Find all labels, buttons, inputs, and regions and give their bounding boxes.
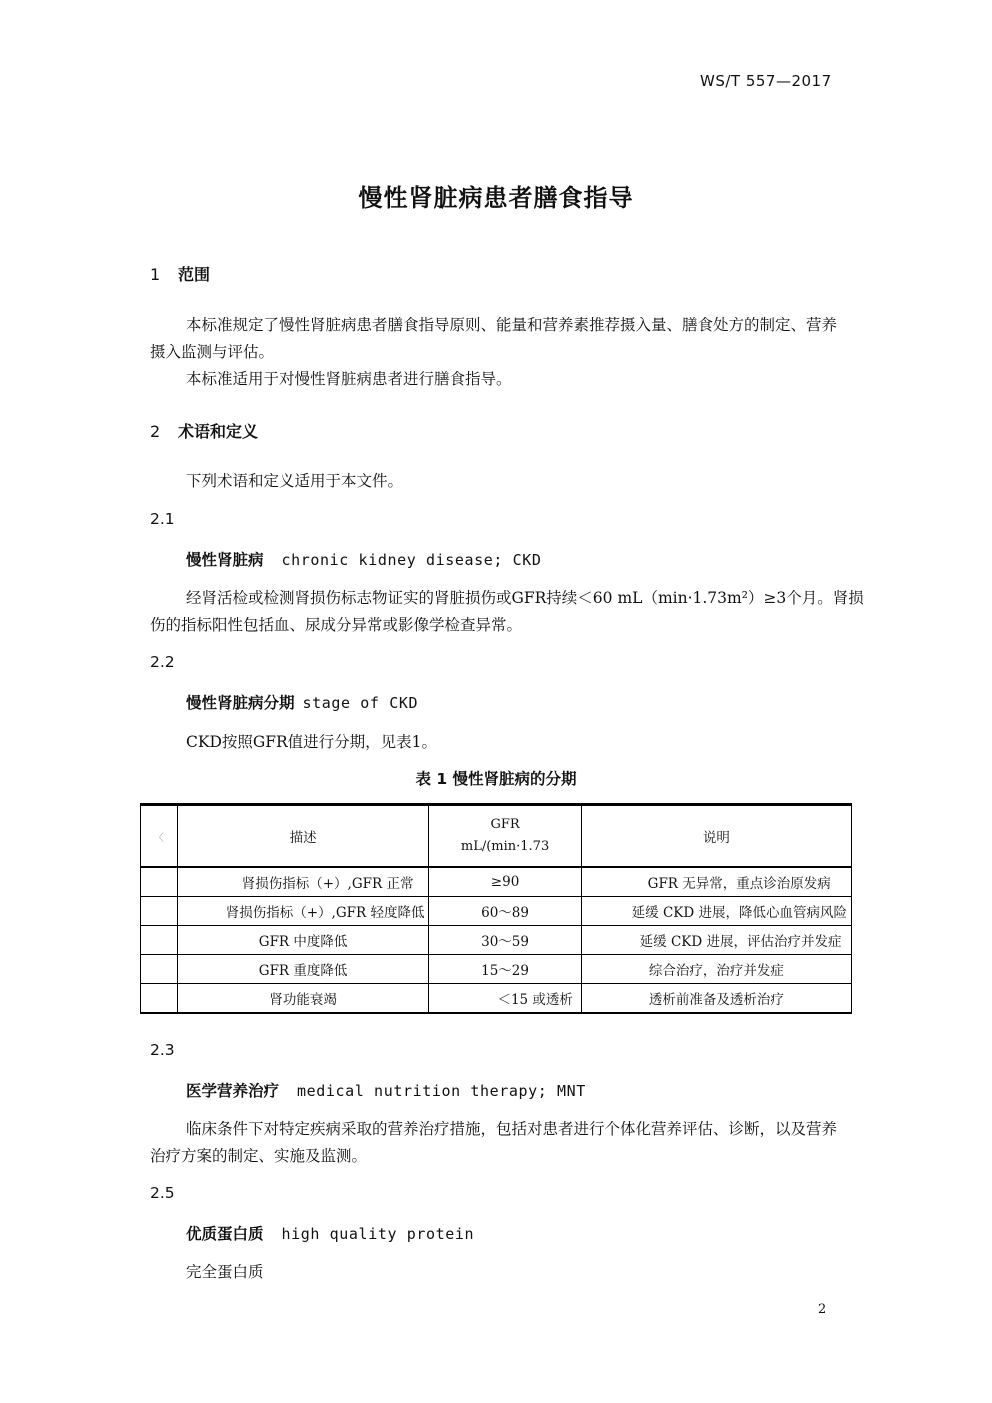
cell-description: GFR 重度降低 <box>177 955 429 984</box>
header-gfr <box>429 805 581 868</box>
header-stage: 〈 <box>141 805 178 868</box>
section-1-paragraph-2: 本标准适用于对慢性肾脏病患者进行膳食指导。 <box>186 370 512 388</box>
term-en: high quality protein <box>281 1225 475 1243</box>
table-caption: 表 1 慢性肾脏病的分期 <box>415 770 577 788</box>
term-number: 2.2 <box>150 653 175 671</box>
cell-stage <box>141 867 178 897</box>
cell-note: 综合治疗，治疗并发症 <box>581 955 851 984</box>
section-1-heading <box>150 262 210 285</box>
term-definition-line-1: CKD按照GFR值进行分期，见表1。 <box>186 733 438 751</box>
cell-description: GFR 中度降低 <box>177 926 429 955</box>
cell-stage <box>141 955 178 984</box>
cell-stage <box>141 926 178 955</box>
term-heading <box>186 548 542 570</box>
header-description: 描述 <box>177 805 429 868</box>
section-title: 范围 <box>178 265 211 284</box>
term-heading <box>186 1222 474 1244</box>
term-definition-line-1: 临床条件下对特定疾病采取的营养治疗措施，包括对患者进行个体化营养评估、诊断，以及营养 <box>186 1120 838 1138</box>
header-gfr-line-1: GFR <box>490 817 520 832</box>
cell-gfr: 15～29 <box>429 955 581 984</box>
section-2-heading <box>150 419 258 442</box>
term-en: medical nutrition therapy; MNT <box>297 1082 586 1100</box>
table-row <box>141 955 852 984</box>
page-number: 2 <box>818 1302 827 1317</box>
term-en: chronic kidney disease; CKD <box>281 551 542 569</box>
table-row <box>141 867 852 897</box>
standard-code: WS/T 557—2017 <box>700 72 832 90</box>
header-note: 说明 <box>581 805 851 868</box>
term-heading <box>186 691 418 713</box>
section-1-paragraph-1-line-1: 本标准规定了慢性肾脏病患者膳食指导原则、能量和营养素推荐摄入量、膳食处方的制定、营养 <box>186 316 838 334</box>
cell-note: 延缓 CKD 进展，评估治疗并发症 <box>581 926 851 955</box>
cell-gfr: ＜15 或透析 <box>429 984 581 1014</box>
term-en: stage of CKD <box>302 694 419 712</box>
table-row <box>141 897 852 926</box>
term-zh: 医学营养治疗 <box>186 1082 280 1100</box>
term-definition-line-2: 伤的指标阳性包括血、尿成分异常或影像学检查异常。 <box>150 616 523 634</box>
ckd-stage-table <box>140 803 852 1014</box>
term-zh: 慢性肾脏病 <box>186 551 264 569</box>
section-title: 术语和定义 <box>178 422 259 441</box>
cell-description: 肾损伤指标（+）,GFR 正常 <box>177 867 429 897</box>
term-number: 2.1 <box>150 510 175 528</box>
cell-note: 延缓 CKD 进展，降低心血管病风险 <box>581 897 851 926</box>
cell-gfr: ≥90 <box>429 867 581 897</box>
table-row <box>141 926 852 955</box>
section-2-intro: 下列术语和定义适用于本文件。 <box>186 472 404 490</box>
term-number: 2.5 <box>150 1184 175 1202</box>
term-heading <box>186 1079 586 1101</box>
cell-description: 肾功能衰竭 <box>177 984 429 1014</box>
term-definition-line-1: 完全蛋白质 <box>186 1263 264 1281</box>
document-title: 慢性肾脏病患者膳食指导 <box>358 184 634 212</box>
section-number: 2 <box>150 422 161 441</box>
cell-stage <box>141 897 178 926</box>
section-number: 1 <box>150 265 161 284</box>
cell-note: 透析前准备及透析治疗 <box>581 984 851 1014</box>
cell-note: GFR 无异常，重点诊治原发病 <box>581 867 851 897</box>
term-definition-line-1: 经肾活检或检测肾损伤标志物证实的肾脏损伤或GFR持续＜60 mL（min·1.73m²）≥3个月。肾损 <box>186 589 864 607</box>
header-gfr-line-2: mL/(min·1.73 <box>460 839 550 854</box>
term-number: 2.3 <box>150 1041 175 1059</box>
section-1-paragraph-1-line-2: 摄入监测与评估。 <box>150 343 275 361</box>
table-row <box>141 984 852 1014</box>
table-header-row <box>141 805 852 868</box>
cell-description: 肾损伤指标（+）,GFR 轻度降低 <box>177 897 429 926</box>
cell-stage <box>141 984 178 1014</box>
term-zh: 优质蛋白质 <box>186 1225 264 1243</box>
term-definition-line-2: 治疗方案的制定、实施及监测。 <box>150 1147 368 1165</box>
cell-gfr: 60～89 <box>429 897 581 926</box>
cell-gfr: 30～59 <box>429 926 581 955</box>
term-zh: 慢性肾脏病分期 <box>186 694 295 712</box>
